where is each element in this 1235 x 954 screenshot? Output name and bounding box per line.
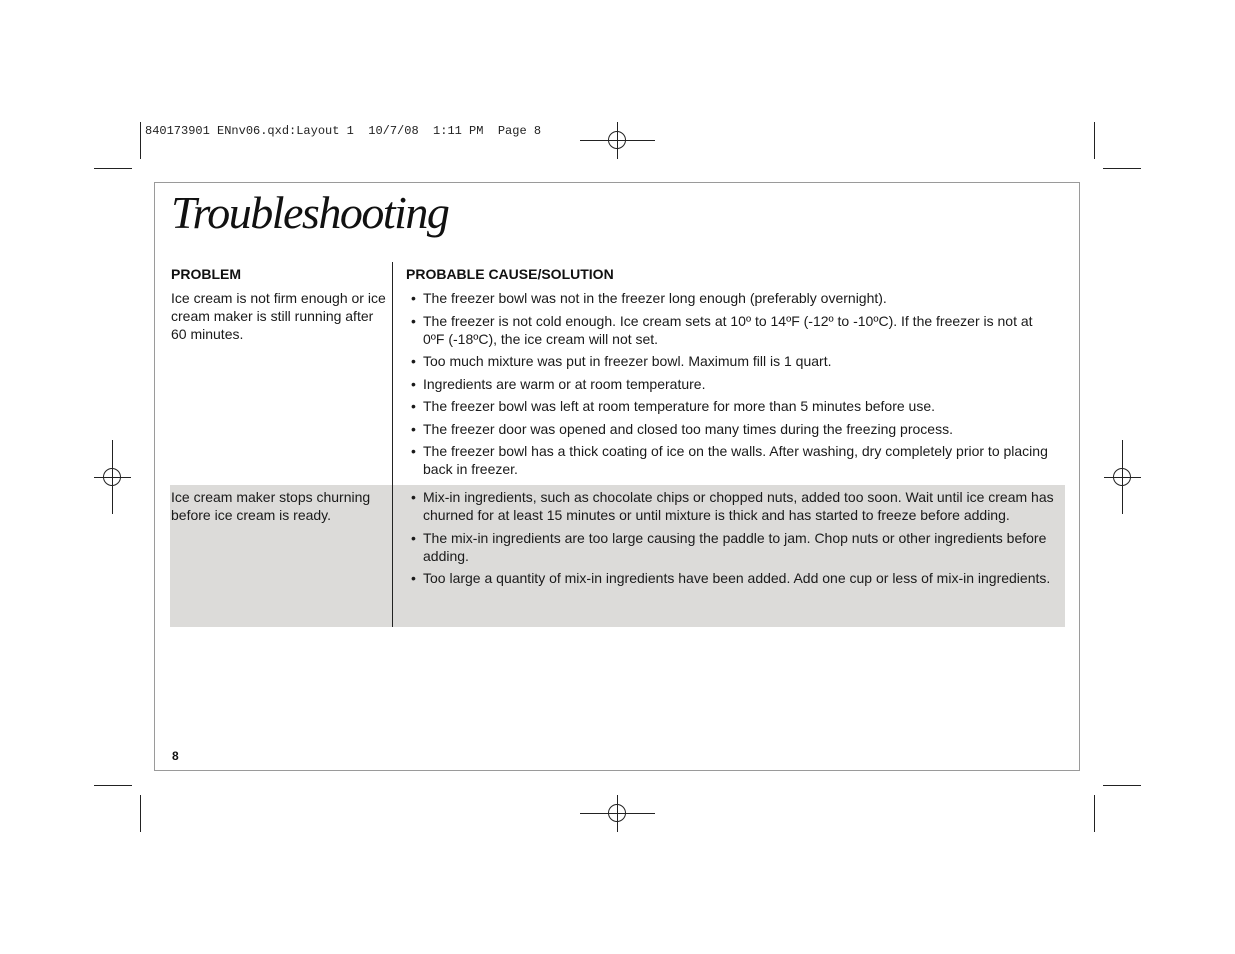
cause-item: [406, 352, 1054, 370]
crop-mark-top-left-horizontal: [94, 168, 132, 169]
bullet-icon: •: [411, 570, 416, 586]
cause-text: Ingredients are warm or at room temperature.: [423, 375, 706, 392]
bullet-icon: •: [411, 489, 416, 505]
cause-item: [406, 397, 1054, 415]
cause-text: The freezer door was opened and closed too many times during the freezing process.: [423, 420, 953, 437]
cause-text: Too large a quantity of mix-in ingredients have been added. Add one cup or less of mix-in ingredients.: [423, 570, 1051, 586]
crop-mark-top-left-vertical: [140, 122, 141, 159]
cause-item: [406, 375, 1054, 393]
crop-mark-top-right-vertical: [1094, 122, 1095, 159]
cause-item: [406, 420, 1054, 438]
problem-column-header: PROBLEM: [171, 266, 241, 282]
crop-mark-bottom-right-horizontal: [1103, 785, 1141, 786]
bullet-icon: •: [411, 290, 416, 306]
cause-text: The freezer is not cold enough. Ice cream sets at 10º to 14ºF (-12º to -10ºC). If the freezer is not at 0ºF (-18ºC), the ice cream will not set.: [423, 312, 1033, 347]
cause-list: [406, 289, 1054, 483]
cause-text: The freezer bowl has a thick coating of ice on the walls. After washing, dry completely prior to placing back in freezer.: [423, 443, 1048, 477]
cause-list: [406, 488, 1054, 592]
cause-text: The freezer bowl was left at room temperature for more than 5 minutes before use.: [423, 398, 936, 414]
cause-text: Too much mixture was put in freezer bowl. Maximum fill is 1 quart.: [423, 353, 832, 369]
cause-item: [406, 569, 1054, 587]
page-title: Troubleshooting: [171, 187, 449, 238]
solution-column-header: PROBABLE CAUSE/SOLUTION: [406, 266, 614, 282]
cause-text: Mix-in ingredients, such as chocolate chips or chopped nuts, added too soon. Wait until ice cream has churned for at least 15 minutes or until mixture is thick and has started to freeze before adding.: [423, 489, 1054, 523]
problem-cell: Ice cream is not firm enough or ice cream maker is still running after 60 minutes.: [171, 290, 386, 342]
page-number: 8: [172, 749, 179, 763]
cause-item: [406, 488, 1054, 524]
crop-mark-bottom-left-horizontal: [94, 785, 132, 786]
cause-text: The mix-in ingredients are too large causing the paddle to jam. Chop nuts or other ingredients before adding.: [423, 529, 1047, 564]
bullet-icon: •: [411, 529, 416, 546]
cause-item: [406, 312, 1054, 348]
crop-mark-bottom-left-vertical: [140, 795, 141, 832]
cause-item: [406, 529, 1054, 565]
bullet-icon: •: [411, 443, 416, 459]
problem-cell: Ice cream maker stops churning before ice cream is ready.: [171, 489, 371, 523]
column-divider: [392, 262, 393, 627]
bullet-icon: •: [411, 375, 416, 392]
bullet-icon: •: [411, 420, 416, 437]
crop-mark-bottom-right-vertical: [1094, 795, 1095, 832]
printer-slug-line: 840173901 ENnv06.qxd:Layout 1 10/7/08 1:11 PM Page 8: [145, 124, 542, 138]
crop-mark-top-right-horizontal: [1103, 168, 1141, 169]
cause-item: [406, 289, 1054, 307]
bullet-icon: •: [411, 312, 416, 329]
cause-text: The freezer bowl was not in the freezer long enough (preferably overnight).: [423, 290, 887, 306]
bullet-icon: •: [411, 398, 416, 414]
bullet-icon: •: [411, 353, 416, 369]
cause-item: [406, 442, 1054, 478]
